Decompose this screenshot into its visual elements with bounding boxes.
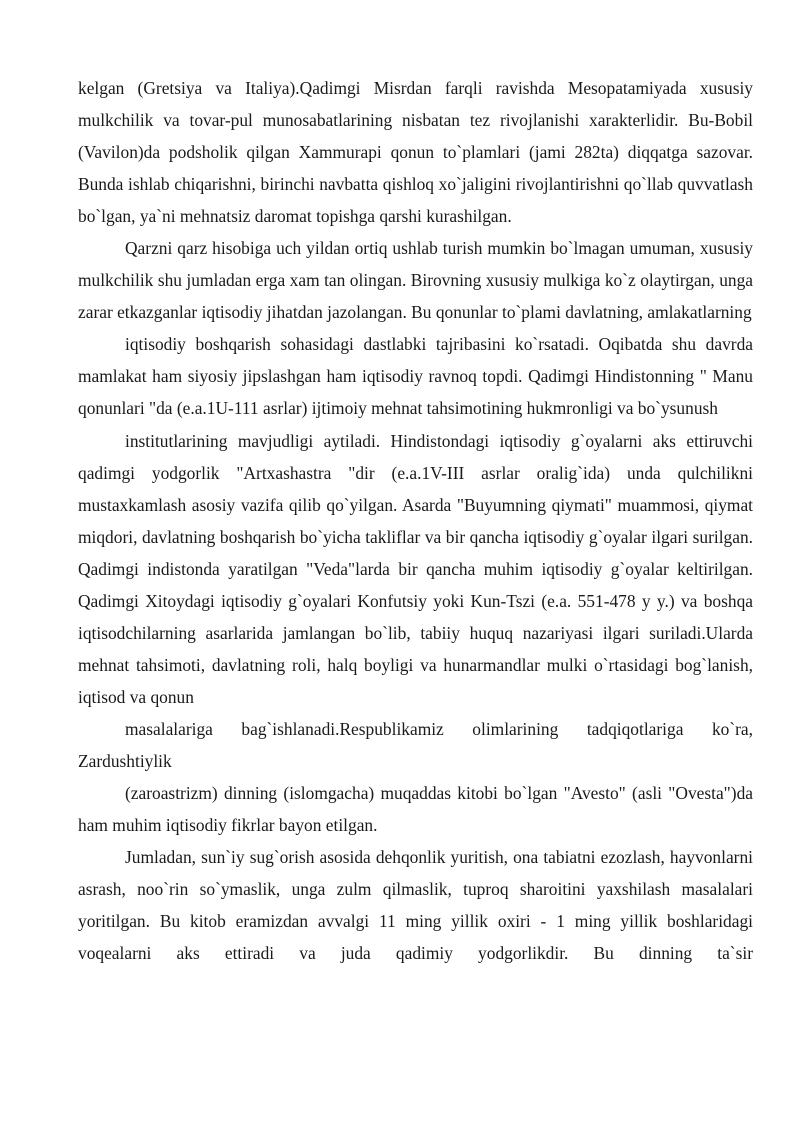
paragraph-4: institutlarining mavjudligi aytiladi. Hindistondagi iqtisodiy g`oyalarni aks ettiruvchi qadimgi yodgorlik "Artxashastra "dir (e.a.1V-III asrlar oralig`ida) unda qulchilikni mustaxkamlash asosiy vazifa qilib qo`yilgan. Asarda "Buyumning qiymati" muammosi, qiymat miqdori, davlatning boshqarish bo`yicha takliflar va bir qancha iqtisodiy g`oyalar ilgari surilgan. Qadimgi indistonda yaratilgan "Veda"larda bir qancha muhim iqtisodiy g`oyalar keltirilgan. Qadimgi Xitoydagi iqtisodiy g`oyalari Konfutsiy yoki Kun-Tszi (e.a. 551-478 y y.) va boshqa iqtisodchilarning asarlarida jamlangan bo`lib, tabiiy huquq nazariyasi ilgari suriladi.Ularda mehnat tahsimoti, davlatning roli, halq boyligi va hunarmandlar mulki o`rtasidagi bog`lanish, iqtisod va qonun bbox=[78, 430, 753, 707]
paragraph-7: Jumladan, sun`iy sug`orish asosida dehqonlik yuritish, ona tabiatni ezozlash, hayvonlarni asrash, noo`rin so`ymaslik, unga zulm qilmaslik, tuproq sharoitini yaxshilash masalalari yoritilgan. Bu kitob eramizdan avvalgi 11 ming yillik oxiri - 1 ming yillik boshlaridagi voqealarni aks ettiradi va juda qadimiy yodgorlikdir. Bu dinning ta`sir bbox=[78, 847, 753, 964]
paragraph-3: iqtisodiy boshqarish sohasidagi dastlabki tajribasini ko`rsatadi. Oqibatda shu davrda mamlakat ham siyosiy jipslashgan ham iqtisodiy ravnoq topdi. Qadimgi Hindistonning " Manu qonunlari "da (e.a.1U-111 asrlar) ijtimoiy mehnat tahsimotining hukmronligi va bo`ysunush bbox=[78, 334, 753, 419]
paragraph-6: (zaroastrizm) dinning (islomgacha) muqaddas kitobi bo`lgan "Avesto" (asli "Ovesta")da ham muhim iqtisodiy fikrlar bayon etilgan. bbox=[78, 783, 753, 836]
paragraph-5: masalalariga bag`ishlanadi.Respublikamiz olimlarining tadqiqotlariga ko`ra, Zardushtiylik bbox=[78, 718, 753, 771]
paragraph-2: Qarzni qarz hisobiga uch yildan ortiq ushlab turish mumkin bo`lmagan umuman, xususiy mulkchilik shu jumladan erga xam tan olingan. Birovning xususiy mulkiga ko`z olaytirgan, unga zarar etkazganlar iqtisodiy jihatdan jazolangan. Bu qonunlar to`plami davlatning, amlakatlarning bbox=[78, 238, 753, 323]
paragraph-1: kelgan (Gretsiya va Italiya).Qadimgi Misrdan farqli ravishda Mesopatamiyada xususiy mulkchilik va tovar-pul munosabatlarining nisbatan tez rivojlanishi xarakterlidir. Bu-Bobil (Vavilon)da podsholik qilgan Xammurapi qonun to`plamlari (jami 282ta) diqqatga sazovar. Bunda ishlab chiqarishni, birinchi navbatta qishloq xo`jaligini rivojlantirishni qo`llab quvvatlash bo`lgan, ya`ni mehnatsiz daromat topishga qarshi kurashilgan. bbox=[78, 78, 753, 227]
document-body bbox=[78, 72, 753, 969]
